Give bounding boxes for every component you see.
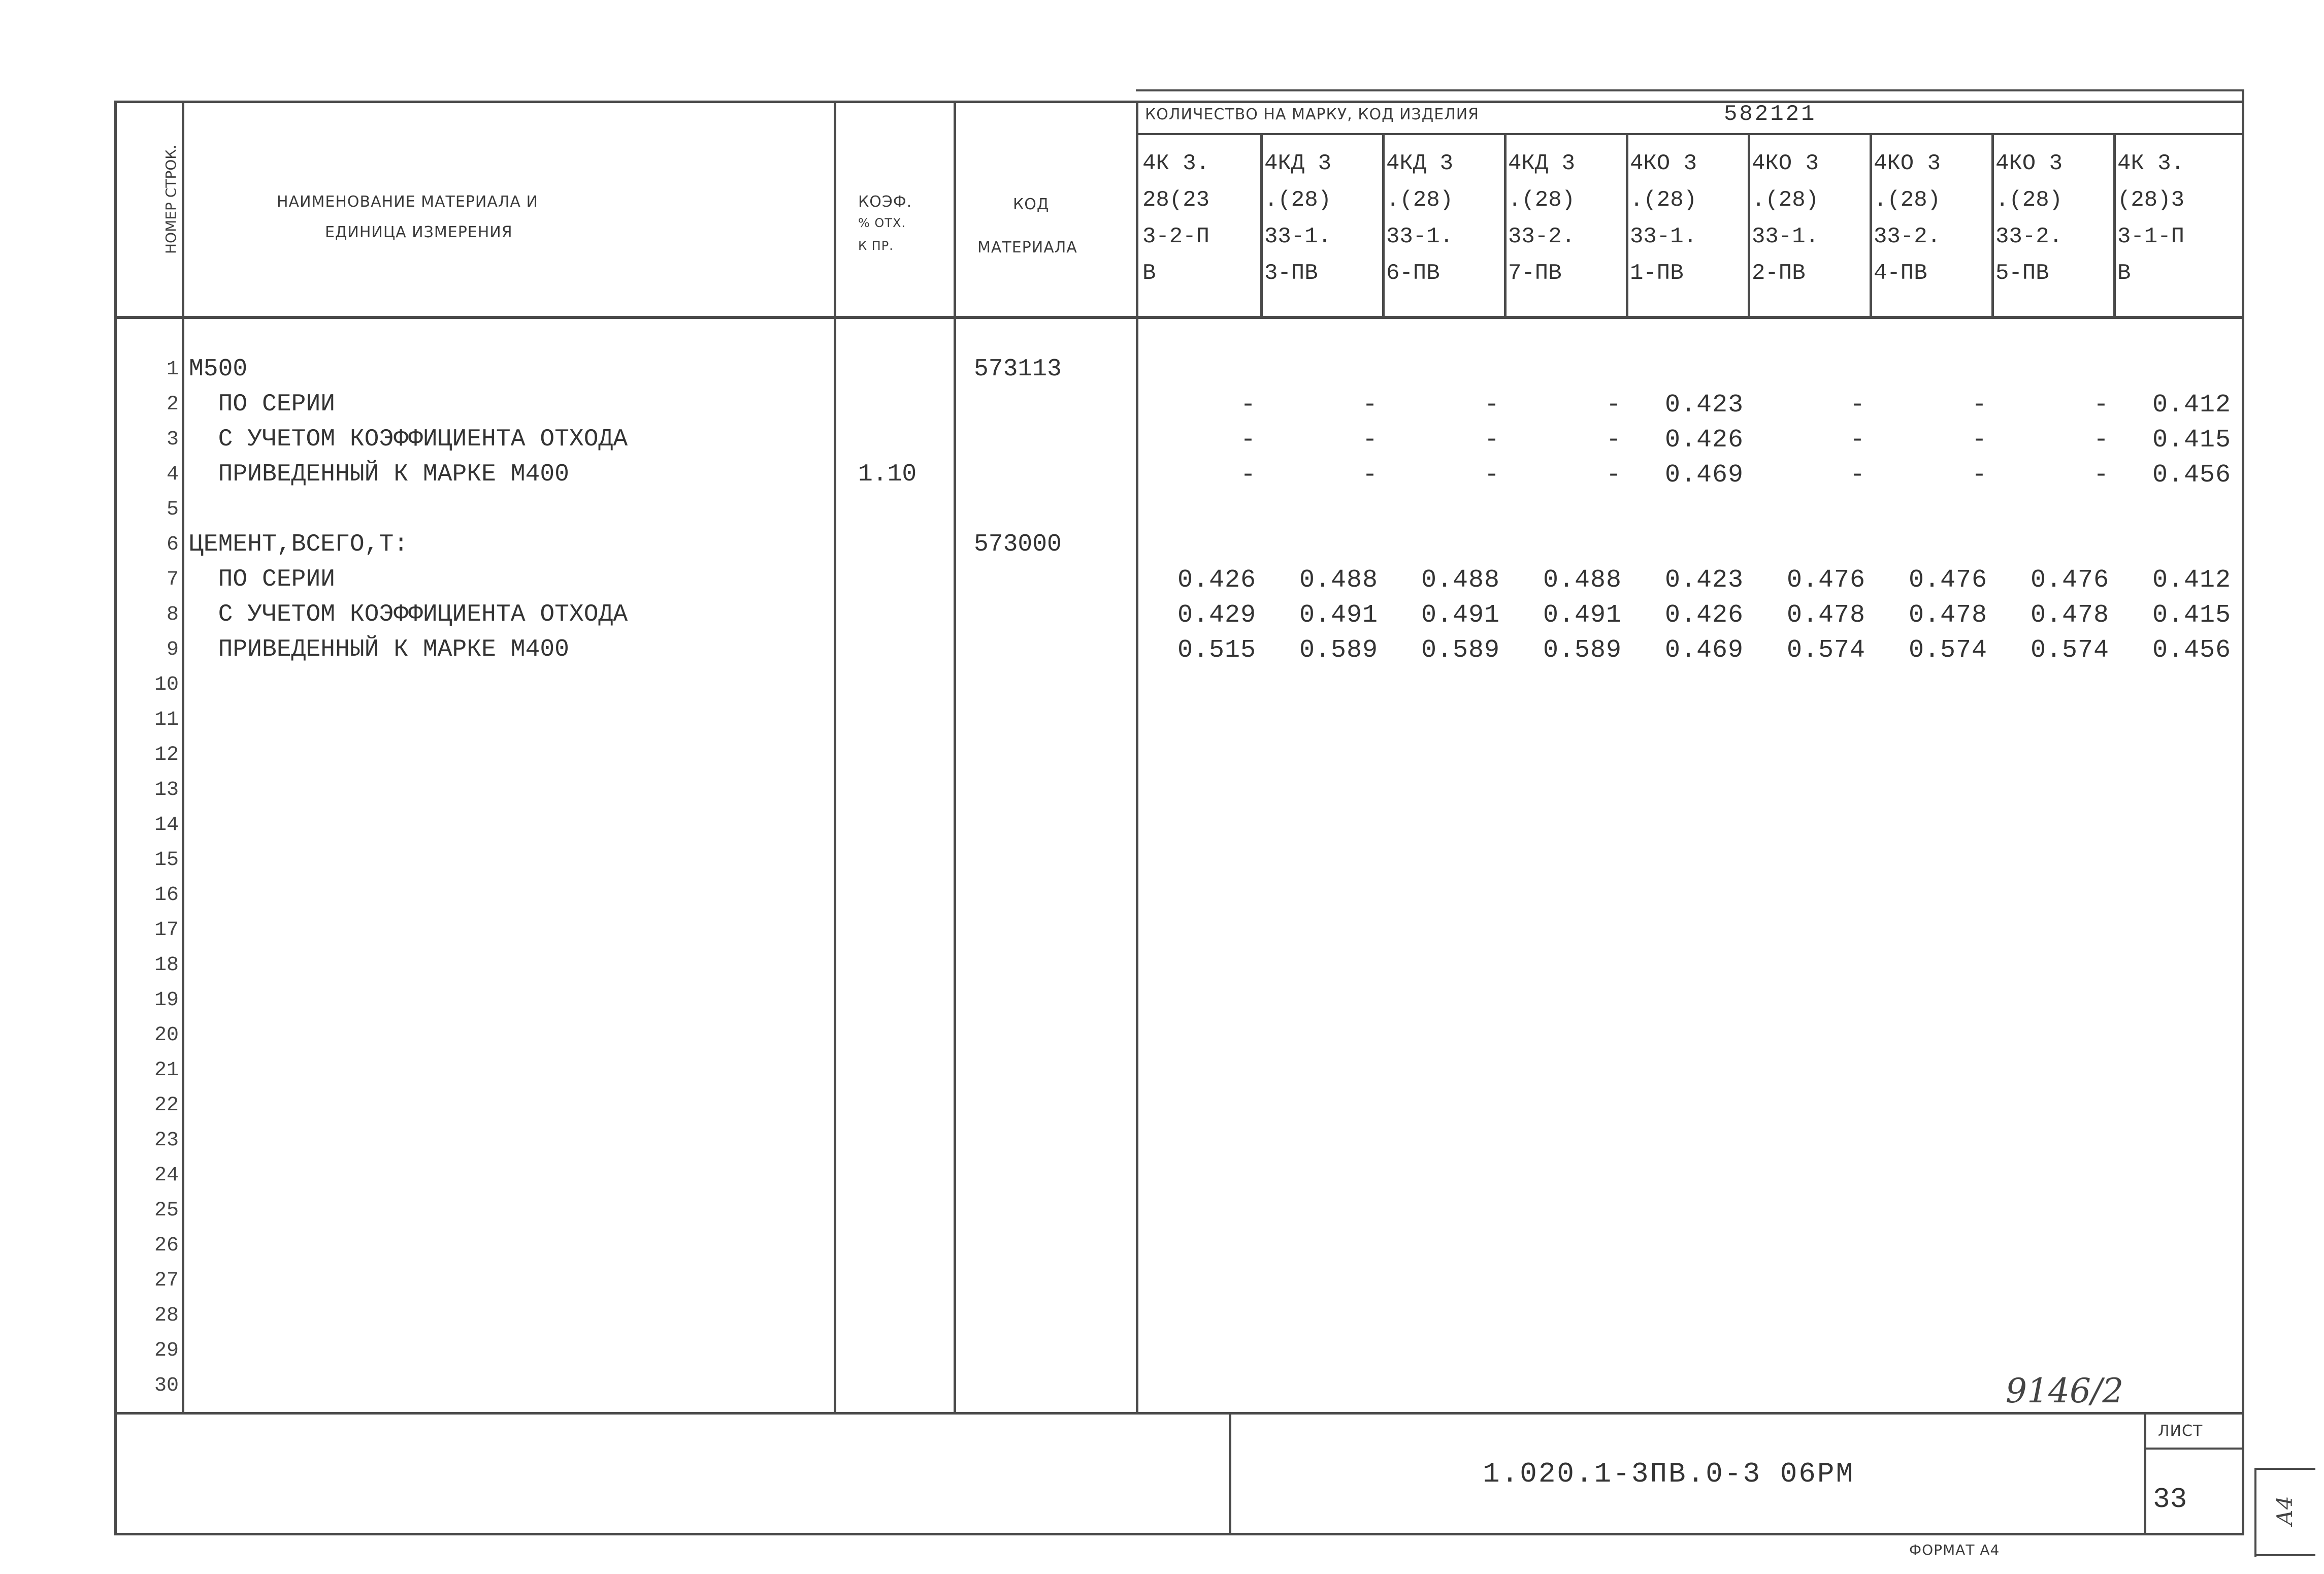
- col-divider-2: [1382, 133, 1385, 318]
- material-name: ПО СЕРИИ: [189, 566, 336, 593]
- quantity-value: -: [1240, 426, 1256, 455]
- quantity-value: 0.491: [1299, 601, 1378, 630]
- column-4-header-line4: 7-ПВ: [1508, 261, 1562, 286]
- column-2-header-line1: 4КД 3: [1264, 151, 1332, 176]
- column-5-header-line1: 4КО 3: [1630, 151, 1697, 176]
- material-code: 573113: [974, 356, 1062, 383]
- quantity-value: 0.574: [1908, 636, 1987, 665]
- quantity-header-line: [1136, 133, 2244, 135]
- row-number: 6: [166, 533, 179, 556]
- quantity-value: 0.488: [1543, 566, 1622, 595]
- column-6-header-line3: 33-1.: [1752, 224, 1819, 249]
- column-6-header-line1: 4КО 3: [1752, 151, 1819, 176]
- column-1-header-line1: 4К 3.: [1142, 151, 1210, 176]
- material-name: ЦЕМЕНТ,ВСЕГО,Т:: [189, 531, 409, 558]
- sheet-label: ЛИСТ: [2158, 1422, 2203, 1440]
- row-number: 27: [154, 1269, 179, 1292]
- row-number: 26: [154, 1234, 179, 1257]
- quantity-value: 0.476: [2030, 566, 2109, 595]
- column-7-header-line1: 4КО 3: [1874, 151, 1941, 176]
- row-number: 30: [154, 1374, 179, 1397]
- quantity-value: 0.574: [1786, 636, 1865, 665]
- sheet-number: 33: [2153, 1483, 2187, 1516]
- material-name: С УЧЕТОМ КОЭФФИЦИЕНТА ОТХОДА: [189, 601, 628, 628]
- quantity-value: -: [2093, 391, 2109, 420]
- col-divider-6: [1870, 133, 1872, 318]
- sheet-label-line: [2144, 1448, 2244, 1450]
- quantity-value: -: [1971, 426, 1987, 455]
- quantity-value: 0.423: [1664, 566, 1744, 595]
- column-8-header-line1: 4КО 3: [1995, 151, 2063, 176]
- quantity-value: -: [2093, 426, 2109, 455]
- quantity-value: 0.488: [1299, 566, 1378, 595]
- row-number: 9: [166, 638, 179, 661]
- quantity-value: 0.426: [1664, 426, 1744, 455]
- row-number: 12: [154, 744, 179, 766]
- column-4-header-line1: 4КД 3: [1508, 151, 1576, 176]
- material-name-header-line2: ЕДИНИЦА ИЗМЕРЕНИЯ: [325, 223, 513, 241]
- row-number: 15: [154, 849, 179, 872]
- frame-left-line: [114, 101, 117, 1535]
- column-1-header-line2: 28(23: [1142, 187, 1210, 213]
- column-5-header-line3: 33-1.: [1630, 224, 1697, 249]
- header-bottom-line: [114, 316, 2244, 319]
- quantity-value: -: [1971, 461, 1987, 490]
- quantity-value: -: [1606, 391, 1622, 420]
- quantity-value: 0.478: [2030, 601, 2109, 630]
- col-divider-4: [1626, 133, 1628, 318]
- frame-right-line: [2242, 89, 2244, 1535]
- quantity-top-line: [1136, 89, 2244, 91]
- side-stamp: А4: [2272, 1496, 2297, 1526]
- quantity-value: 0.429: [1177, 601, 1256, 630]
- quantity-value: -: [2093, 461, 2109, 490]
- row-number: 4: [166, 463, 179, 486]
- row-number: 19: [154, 989, 179, 1012]
- col-divider-5: [1748, 133, 1750, 318]
- quantity-value: -: [1362, 461, 1378, 490]
- quantity-value: 0.469: [1664, 461, 1744, 490]
- material-name: ПРИВЕДЕННЫЙ К МАРКЕ М400: [189, 461, 569, 488]
- quantity-value: 0.589: [1543, 636, 1622, 665]
- coef-divider: [954, 101, 956, 1415]
- row-number: 25: [154, 1199, 179, 1222]
- quantity-value: -: [1849, 391, 1865, 420]
- column-7-header-line3: 33-2.: [1874, 224, 1941, 249]
- quantity-value: -: [1362, 426, 1378, 455]
- column-7-header-line4: 4-ПВ: [1874, 261, 1927, 286]
- row-number: 22: [154, 1094, 179, 1117]
- row-number: 1: [166, 358, 179, 381]
- quantity-value: -: [1606, 461, 1622, 490]
- handwritten-number: 9146/2: [2006, 1371, 2124, 1410]
- row-number: 28: [154, 1304, 179, 1327]
- material-name: М500: [189, 356, 248, 383]
- row-number: 5: [166, 498, 179, 521]
- quantity-value: 0.456: [2152, 636, 2231, 665]
- quantity-value: 0.426: [1664, 601, 1744, 630]
- quantity-value: 0.415: [2152, 426, 2231, 455]
- rownum-divider: [182, 101, 184, 1415]
- quantity-value: 0.491: [1421, 601, 1500, 630]
- column-6-header-line4: 2-ПВ: [1752, 261, 1806, 286]
- code-divider: [1136, 101, 1138, 1415]
- column-3-header-line3: 33-1.: [1386, 224, 1454, 249]
- stamp-top-line: [2254, 1468, 2315, 1470]
- column-9-header-line2: (28)3: [2117, 187, 2185, 213]
- row-number: 23: [154, 1129, 179, 1152]
- quantity-value: 0.589: [1299, 636, 1378, 665]
- column-8-header-line3: 33-2.: [1995, 224, 2063, 249]
- row-number: 14: [154, 814, 179, 837]
- quantity-value: 0.515: [1177, 636, 1256, 665]
- quantity-value: -: [1484, 426, 1500, 455]
- quantity-value: 0.415: [2152, 601, 2231, 630]
- row-number: 13: [154, 779, 179, 801]
- quantity-value: 0.476: [1786, 566, 1865, 595]
- quantity-value: 0.426: [1177, 566, 1256, 595]
- row-number: 24: [154, 1164, 179, 1187]
- row-number: 7: [166, 568, 179, 591]
- body-bottom-line: [114, 1412, 2244, 1415]
- sheet-divider: [2144, 1412, 2146, 1535]
- row-number: 21: [154, 1059, 179, 1082]
- quantity-value: 0.469: [1664, 636, 1744, 665]
- column-2-header-line2: .(28): [1264, 187, 1332, 213]
- row-number: 16: [154, 884, 179, 907]
- quantity-value: 0.491: [1543, 601, 1622, 630]
- material-code: 573000: [974, 531, 1062, 558]
- column-9-header-line3: 3-1-П: [2117, 224, 2185, 249]
- column-8-header-line2: .(28): [1995, 187, 2063, 213]
- quantity-value: -: [1240, 391, 1256, 420]
- quantity-value: 0.478: [1786, 601, 1865, 630]
- quantity-value: -: [1849, 461, 1865, 490]
- quantity-value: -: [1362, 391, 1378, 420]
- quantity-value: 0.412: [2152, 566, 2231, 595]
- material-name-header-line1: НАИМЕНОВАНИЕ МАТЕРИАЛА И: [277, 193, 538, 211]
- material-name: ПО СЕРИИ: [189, 391, 336, 418]
- quantity-value: 0.423: [1664, 391, 1744, 420]
- row-number: 11: [154, 709, 179, 731]
- row-number: 20: [154, 1024, 179, 1047]
- col-divider-1: [1260, 133, 1263, 318]
- column-5-header-line2: .(28): [1630, 187, 1697, 213]
- row-number: 2: [166, 393, 179, 416]
- material-name: ПРИВЕДЕННЫЙ К МАРКЕ М400: [189, 636, 569, 663]
- document-code: 1.020.1-3ПВ.0-3 06РМ: [1483, 1458, 1855, 1490]
- quantity-value: 0.456: [2152, 461, 2231, 490]
- row-number-header: НОМЕР СТРОК.: [162, 144, 179, 254]
- coef-header-line3: К ПР.: [858, 239, 894, 253]
- col-divider-3: [1504, 133, 1507, 318]
- quantity-value: 0.488: [1421, 566, 1500, 595]
- column-2-header-line3: 33-1.: [1264, 224, 1332, 249]
- coefficient: 1.10: [858, 461, 917, 488]
- quantity-value: -: [1240, 461, 1256, 490]
- column-3-header-line4: 6-ПВ: [1386, 261, 1440, 286]
- quantity-value: 0.574: [2030, 636, 2109, 665]
- quantity-value: -: [1971, 391, 1987, 420]
- column-2-header-line4: 3-ПВ: [1264, 261, 1318, 286]
- frame-bottom-line: [114, 1533, 2244, 1535]
- column-3-header-line1: 4КД 3: [1386, 151, 1454, 176]
- column-1-header-line3: 3-2-П: [1142, 224, 1210, 249]
- column-4-header-line2: .(28): [1508, 187, 1576, 213]
- coef-header-line2: % ОТХ.: [858, 216, 906, 230]
- format-label: ФОРМАТ А4: [1909, 1541, 2000, 1558]
- quantity-value: 0.476: [1908, 566, 1987, 595]
- quantity-value: -: [1606, 426, 1622, 455]
- quantity-value: -: [1484, 461, 1500, 490]
- column-9-header-line1: 4К 3.: [2117, 151, 2185, 176]
- row-number: 8: [166, 603, 179, 626]
- quantity-value: 0.589: [1421, 636, 1500, 665]
- row-number: 10: [154, 673, 179, 696]
- col-divider-7: [1991, 133, 1994, 318]
- code-header-line1: КОД: [1013, 196, 1050, 213]
- col-divider-8: [2113, 133, 2116, 318]
- stamp-left-line: [2254, 1468, 2256, 1557]
- quantity-value: -: [1849, 426, 1865, 455]
- column-8-header-line4: 5-ПВ: [1995, 261, 2049, 286]
- product-code: 582121: [1724, 102, 1817, 127]
- column-9-header-line4: В: [2117, 261, 2131, 286]
- coef-header-line1: КОЭФ.: [858, 193, 912, 211]
- code-header-line2: МАТЕРИАЛА: [977, 239, 1077, 256]
- stamp-bottom-line: [2254, 1554, 2315, 1556]
- column-6-header-line2: .(28): [1752, 187, 1819, 213]
- column-3-header-line2: .(28): [1386, 187, 1454, 213]
- quantity-header: КОЛИЧЕСТВО НА МАРКУ, КОД ИЗДЕЛИЯ: [1145, 106, 1480, 123]
- quantity-value: -: [1484, 391, 1500, 420]
- quantity-value: 0.478: [1908, 601, 1987, 630]
- column-5-header-line4: 1-ПВ: [1630, 261, 1684, 286]
- titleblock-divider: [1229, 1412, 1231, 1535]
- row-number: 18: [154, 954, 179, 977]
- row-number: 29: [154, 1339, 179, 1362]
- name-divider: [834, 101, 836, 1415]
- frame-top-line: [114, 101, 2244, 103]
- row-number: 3: [166, 428, 179, 451]
- column-4-header-line3: 33-2.: [1508, 224, 1576, 249]
- quantity-value: 0.412: [2152, 391, 2231, 420]
- column-7-header-line2: .(28): [1874, 187, 1941, 213]
- row-number: 17: [154, 919, 179, 942]
- material-name: С УЧЕТОМ КОЭФФИЦИЕНТА ОТХОДА: [189, 426, 628, 453]
- column-1-header-line4: В: [1142, 261, 1156, 286]
